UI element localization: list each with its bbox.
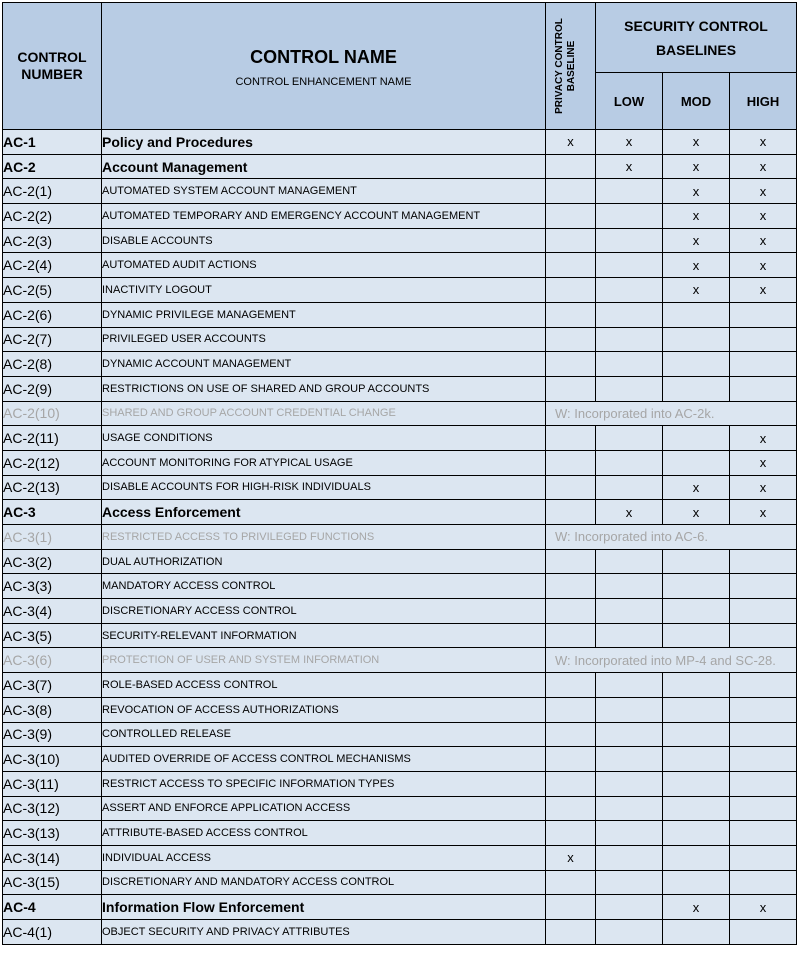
control-number-cell: AC-2(11) <box>3 426 102 451</box>
control-number-cell: AC-2 <box>3 154 102 179</box>
control-number-cell: AC-2(5) <box>3 278 102 303</box>
table-row <box>3 401 797 426</box>
control-name-cell: DISCRETIONARY ACCESS CONTROL <box>102 599 546 624</box>
control-number-cell: AC-2(9) <box>3 376 102 401</box>
control-name-cell: AUTOMATED TEMPORARY AND EMERGENCY ACCOUNT MANAGEMENT <box>102 204 546 229</box>
low-baseline-cell <box>596 697 663 722</box>
privacy-baseline-cell <box>546 599 596 624</box>
high-baseline-cell: x <box>730 204 797 229</box>
mod-baseline-cell <box>663 821 730 846</box>
table-row <box>3 673 797 698</box>
control-name-cell: PRIVILEGED USER ACCOUNTS <box>102 327 546 352</box>
control-name-cell: Policy and Procedures <box>102 130 546 155</box>
low-baseline-cell <box>596 204 663 229</box>
mod-baseline-cell <box>663 697 730 722</box>
control-number-cell: AC-3(13) <box>3 821 102 846</box>
control-name-cell: Access Enforcement <box>102 500 546 525</box>
control-name-cell: AUTOMATED AUDIT ACTIONS <box>102 253 546 278</box>
control-name-cell: ROLE-BASED ACCESS CONTROL <box>102 673 546 698</box>
table-row <box>3 648 797 673</box>
privacy-baseline-cell <box>546 327 596 352</box>
control-name-cell: DYNAMIC ACCOUNT MANAGEMENT <box>102 352 546 377</box>
control-name-cell: CONTROLLED RELEASE <box>102 722 546 747</box>
high-baseline-cell: x <box>730 500 797 525</box>
privacy-baseline-cell <box>546 747 596 772</box>
table-row <box>3 599 797 624</box>
control-name-cell: DISCRETIONARY AND MANDATORY ACCESS CONTROL <box>102 870 546 895</box>
high-baseline-cell <box>730 376 797 401</box>
mod-baseline-cell <box>663 574 730 599</box>
privacy-baseline-cell <box>546 450 596 475</box>
privacy-baseline-cell <box>546 500 596 525</box>
control-number-cell: AC-2(3) <box>3 228 102 253</box>
table-row <box>3 302 797 327</box>
privacy-baseline-cell: x <box>546 845 596 870</box>
header-control-name <box>102 3 546 130</box>
control-number-cell: AC-1 <box>3 130 102 155</box>
mod-baseline-cell <box>663 870 730 895</box>
high-baseline-cell <box>730 870 797 895</box>
low-baseline-cell <box>596 574 663 599</box>
low-baseline-cell <box>596 599 663 624</box>
high-baseline-cell <box>730 327 797 352</box>
control-name-cell: Information Flow Enforcement <box>102 895 546 920</box>
control-name-cell: REVOCATION OF ACCESS AUTHORIZATIONS <box>102 697 546 722</box>
low-baseline-cell <box>596 623 663 648</box>
privacy-baseline-cell <box>546 821 596 846</box>
table-row <box>3 426 797 451</box>
low-baseline-cell: x <box>596 130 663 155</box>
control-name-cell: SECURITY-RELEVANT INFORMATION <box>102 623 546 648</box>
high-baseline-cell <box>730 623 797 648</box>
mod-baseline-cell: x <box>663 895 730 920</box>
control-number-cell: AC-3(5) <box>3 623 102 648</box>
high-baseline-cell: x <box>730 154 797 179</box>
control-number-cell: AC-3(6) <box>3 648 102 673</box>
mod-baseline-cell <box>663 673 730 698</box>
table-row <box>3 895 797 920</box>
control-number-cell: AC-3(15) <box>3 870 102 895</box>
table-row <box>3 821 797 846</box>
privacy-baseline-cell <box>546 623 596 648</box>
control-name-cell: INACTIVITY LOGOUT <box>102 278 546 303</box>
low-baseline-cell <box>596 352 663 377</box>
control-number-cell: AC-2(1) <box>3 179 102 204</box>
mod-baseline-cell <box>663 920 730 945</box>
low-baseline-cell <box>596 673 663 698</box>
privacy-baseline-cell <box>546 228 596 253</box>
high-baseline-cell <box>730 352 797 377</box>
control-name-cell: DISABLE ACCOUNTS <box>102 228 546 253</box>
privacy-baseline-cell <box>546 574 596 599</box>
mod-baseline-cell <box>663 623 730 648</box>
privacy-baseline-cell <box>546 722 596 747</box>
high-baseline-cell: x <box>730 475 797 500</box>
header-privacy-baseline: PRIVACY CONTROL BASELINE <box>546 3 596 130</box>
low-baseline-cell <box>596 327 663 352</box>
mod-baseline-cell: x <box>663 475 730 500</box>
high-baseline-cell <box>730 771 797 796</box>
mod-baseline-cell <box>663 549 730 574</box>
low-baseline-cell <box>596 796 663 821</box>
withdrawn-note-cell: W: Incorporated into AC-6. <box>546 525 797 550</box>
low-baseline-cell <box>596 426 663 451</box>
privacy-baseline-cell <box>546 475 596 500</box>
control-number-cell: AC-3(8) <box>3 697 102 722</box>
privacy-baseline-cell <box>546 771 596 796</box>
privacy-baseline-cell: x <box>546 130 596 155</box>
control-baselines-table <box>2 2 797 945</box>
high-baseline-cell <box>730 697 797 722</box>
control-name-cell: ASSERT AND ENFORCE APPLICATION ACCESS <box>102 796 546 821</box>
control-number-cell: AC-2(8) <box>3 352 102 377</box>
table-row <box>3 130 797 155</box>
high-baseline-cell <box>730 821 797 846</box>
mod-baseline-cell: x <box>663 179 730 204</box>
high-baseline-cell <box>730 920 797 945</box>
control-name-cell: USAGE CONDITIONS <box>102 426 546 451</box>
control-number-cell: AC-3 <box>3 500 102 525</box>
privacy-baseline-cell <box>546 278 596 303</box>
mod-baseline-cell: x <box>663 154 730 179</box>
control-number-cell: AC-2(10) <box>3 401 102 426</box>
low-baseline-cell <box>596 450 663 475</box>
withdrawn-note-cell: W: Incorporated into MP-4 and SC-28. <box>546 648 797 673</box>
high-baseline-cell: x <box>730 253 797 278</box>
high-baseline-cell <box>730 549 797 574</box>
mod-baseline-cell <box>663 747 730 772</box>
high-baseline-cell: x <box>730 130 797 155</box>
privacy-baseline-cell <box>546 179 596 204</box>
high-baseline-cell <box>730 747 797 772</box>
privacy-baseline-cell <box>546 895 596 920</box>
high-baseline-cell: x <box>730 426 797 451</box>
control-name-cell: DYNAMIC PRIVILEGE MANAGEMENT <box>102 302 546 327</box>
privacy-baseline-cell <box>546 204 596 229</box>
high-baseline-cell: x <box>730 228 797 253</box>
table-row <box>3 204 797 229</box>
high-baseline-cell <box>730 796 797 821</box>
low-baseline-cell <box>596 747 663 772</box>
mod-baseline-cell <box>663 845 730 870</box>
high-baseline-cell <box>730 722 797 747</box>
table-header <box>3 3 797 130</box>
control-number-cell: AC-3(1) <box>3 525 102 550</box>
control-number-cell: AC-3(3) <box>3 574 102 599</box>
privacy-baseline-cell <box>546 697 596 722</box>
table-row <box>3 920 797 945</box>
table-row <box>3 475 797 500</box>
low-baseline-cell <box>596 895 663 920</box>
table-row <box>3 771 797 796</box>
table-row <box>3 845 797 870</box>
mod-baseline-cell <box>663 302 730 327</box>
table-row <box>3 228 797 253</box>
table-row <box>3 450 797 475</box>
control-number-cell: AC-2(6) <box>3 302 102 327</box>
control-name-cell: MANDATORY ACCESS CONTROL <box>102 574 546 599</box>
control-number-cell: AC-2(13) <box>3 475 102 500</box>
high-baseline-cell <box>730 845 797 870</box>
low-baseline-cell <box>596 475 663 500</box>
control-number-cell: AC-3(2) <box>3 549 102 574</box>
control-number-cell: AC-3(14) <box>3 845 102 870</box>
header-low: LOW <box>596 73 663 130</box>
table-row <box>3 870 797 895</box>
table-row <box>3 376 797 401</box>
privacy-baseline-cell <box>546 673 596 698</box>
low-baseline-cell <box>596 179 663 204</box>
header-security-baselines: SECURITY CONTROL BASELINES <box>596 3 797 73</box>
control-number-cell: AC-4(1) <box>3 920 102 945</box>
header-control-name-label: CONTROL NAME <box>250 46 397 67</box>
high-baseline-cell <box>730 673 797 698</box>
withdrawn-note-cell: W: Incorporated into AC-2k. <box>546 401 797 426</box>
table-row <box>3 278 797 303</box>
mod-baseline-cell: x <box>663 204 730 229</box>
privacy-baseline-cell <box>546 796 596 821</box>
privacy-baseline-cell <box>546 870 596 895</box>
low-baseline-cell <box>596 870 663 895</box>
low-baseline-cell <box>596 920 663 945</box>
mod-baseline-cell: x <box>663 130 730 155</box>
privacy-baseline-cell <box>546 302 596 327</box>
control-number-cell: AC-3(11) <box>3 771 102 796</box>
control-number-cell: AC-3(4) <box>3 599 102 624</box>
control-name-cell: ACCOUNT MONITORING FOR ATYPICAL USAGE <box>102 450 546 475</box>
mod-baseline-cell <box>663 771 730 796</box>
high-baseline-cell: x <box>730 278 797 303</box>
control-name-cell: OBJECT SECURITY AND PRIVACY ATTRIBUTES <box>102 920 546 945</box>
table-row <box>3 179 797 204</box>
low-baseline-cell <box>596 253 663 278</box>
mod-baseline-cell <box>663 599 730 624</box>
low-baseline-cell <box>596 722 663 747</box>
privacy-baseline-cell <box>546 154 596 179</box>
mod-baseline-cell: x <box>663 253 730 278</box>
control-name-cell: RESTRICTED ACCESS TO PRIVILEGED FUNCTIONS <box>102 525 546 550</box>
table-row <box>3 154 797 179</box>
privacy-baseline-cell <box>546 253 596 278</box>
control-name-cell: Account Management <box>102 154 546 179</box>
mod-baseline-cell: x <box>663 500 730 525</box>
table-row <box>3 549 797 574</box>
mod-baseline-cell <box>663 450 730 475</box>
privacy-baseline-cell <box>546 352 596 377</box>
header-mod: MOD <box>663 73 730 130</box>
table-row <box>3 796 797 821</box>
mod-baseline-cell <box>663 376 730 401</box>
control-number-cell: AC-2(4) <box>3 253 102 278</box>
header-high: HIGH <box>730 73 797 130</box>
privacy-baseline-cell <box>546 426 596 451</box>
control-number-cell: AC-3(10) <box>3 747 102 772</box>
header-control-number: CONTROL NUMBER <box>3 3 102 130</box>
table-row <box>3 722 797 747</box>
low-baseline-cell: x <box>596 500 663 525</box>
low-baseline-cell <box>596 771 663 796</box>
mod-baseline-cell <box>663 352 730 377</box>
control-number-cell: AC-3(9) <box>3 722 102 747</box>
mod-baseline-cell <box>663 722 730 747</box>
low-baseline-cell <box>596 278 663 303</box>
low-baseline-cell <box>596 821 663 846</box>
low-baseline-cell <box>596 376 663 401</box>
table-row <box>3 574 797 599</box>
table-row <box>3 525 797 550</box>
control-name-cell: SHARED AND GROUP ACCOUNT CREDENTIAL CHANGE <box>102 401 546 426</box>
control-name-cell: AUTOMATED SYSTEM ACCOUNT MANAGEMENT <box>102 179 546 204</box>
mod-baseline-cell <box>663 327 730 352</box>
control-name-cell: INDIVIDUAL ACCESS <box>102 845 546 870</box>
low-baseline-cell: x <box>596 154 663 179</box>
table-row <box>3 500 797 525</box>
control-number-cell: AC-3(12) <box>3 796 102 821</box>
control-name-cell: ATTRIBUTE-BASED ACCESS CONTROL <box>102 821 546 846</box>
high-baseline-cell: x <box>730 179 797 204</box>
control-name-cell: RESTRICTIONS ON USE OF SHARED AND GROUP ACCOUNTS <box>102 376 546 401</box>
mod-baseline-cell: x <box>663 228 730 253</box>
control-name-cell: RESTRICT ACCESS TO SPECIFIC INFORMATION TYPES <box>102 771 546 796</box>
low-baseline-cell <box>596 302 663 327</box>
control-number-cell: AC-3(7) <box>3 673 102 698</box>
privacy-baseline-cell <box>546 376 596 401</box>
control-number-cell: AC-2(12) <box>3 450 102 475</box>
table-body <box>3 130 797 945</box>
table-row <box>3 352 797 377</box>
control-number-cell: AC-4 <box>3 895 102 920</box>
high-baseline-cell <box>730 302 797 327</box>
control-name-cell: DISABLE ACCOUNTS FOR HIGH-RISK INDIVIDUALS <box>102 475 546 500</box>
low-baseline-cell <box>596 845 663 870</box>
high-baseline-cell: x <box>730 895 797 920</box>
high-baseline-cell: x <box>730 450 797 475</box>
high-baseline-cell <box>730 599 797 624</box>
privacy-baseline-cell <box>546 549 596 574</box>
control-name-cell: PROTECTION OF USER AND SYSTEM INFORMATION <box>102 648 546 673</box>
control-name-cell: DUAL AUTHORIZATION <box>102 549 546 574</box>
table-row <box>3 623 797 648</box>
low-baseline-cell <box>596 549 663 574</box>
header-enhancement-name-label: CONTROL ENHANCEMENT NAME <box>235 75 412 88</box>
mod-baseline-cell: x <box>663 278 730 303</box>
table-row <box>3 697 797 722</box>
control-number-cell: AC-2(2) <box>3 204 102 229</box>
low-baseline-cell <box>596 228 663 253</box>
high-baseline-cell <box>730 574 797 599</box>
control-name-cell: AUDITED OVERRIDE OF ACCESS CONTROL MECHANISMS <box>102 747 546 772</box>
table-row <box>3 253 797 278</box>
table-row <box>3 327 797 352</box>
control-number-cell: AC-2(7) <box>3 327 102 352</box>
mod-baseline-cell <box>663 796 730 821</box>
table-row <box>3 747 797 772</box>
mod-baseline-cell <box>663 426 730 451</box>
privacy-baseline-cell <box>546 920 596 945</box>
